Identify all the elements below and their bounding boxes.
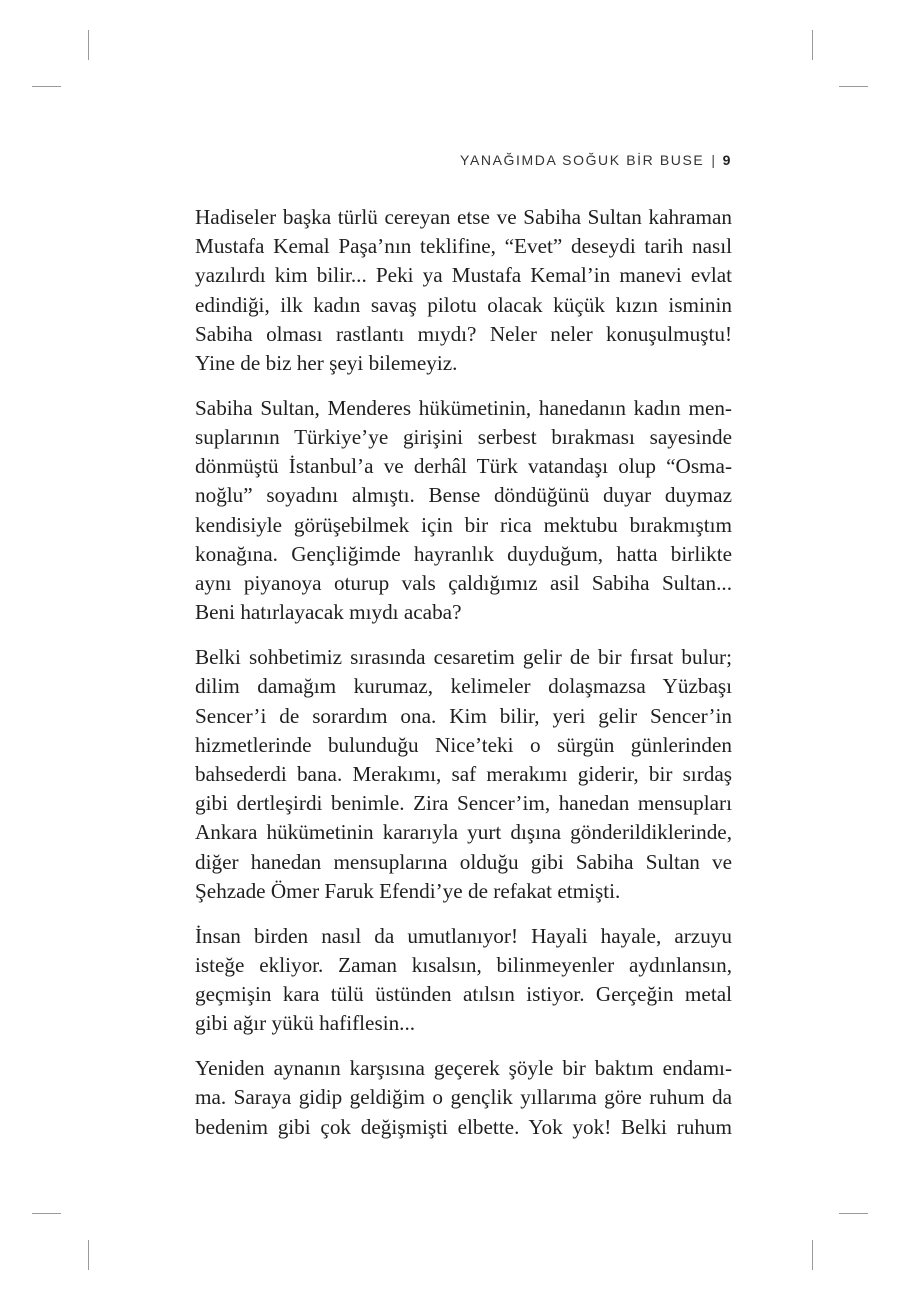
text-line: Ankara hükümetinin kararıyla yurt dışına gönderildiklerinde,: [195, 820, 732, 845]
crop-mark-bottom-left-vertical: [88, 1240, 89, 1270]
text-line: noğlu” soyadını almıştı. Bense döndüğünü duyar duymaz: [195, 483, 732, 508]
crop-mark-bottom-right-vertical: [812, 1240, 813, 1270]
text-line: ma. Saraya gidip geldiğim o gençlik yıllarıma göre ruhum da: [195, 1085, 732, 1110]
crop-mark-bottom-right-horizontal: [839, 1213, 868, 1214]
text-line: aynı piyanoya oturup vals çaldığımız asil Sabiha Sultan...: [195, 571, 732, 596]
crop-mark-top-right-horizontal: [839, 86, 868, 87]
text-line: dilim damağım kurumaz, kelimeler dolaşmazsa Yüzbaşı: [195, 674, 732, 699]
text-line: dönmüştü İstanbul’a ve derhâl Türk vatandaşı olup “Osma-: [195, 454, 732, 479]
crop-mark-top-left-vertical: [88, 30, 89, 60]
text-line: Yeniden aynanın karşısına geçerek şöyle bir baktım endamı-: [195, 1056, 732, 1081]
text-line: gibi dertleşirdi benimle. Zira Sencer’im, hanedan mensupları: [195, 791, 732, 816]
text-line: diğer hanedan mensuplarına olduğu gibi Sabiha Sultan ve: [195, 849, 732, 874]
running-header: [195, 152, 732, 168]
paragraph: [195, 643, 732, 906]
text-line: Hadiseler başka türlü cereyan etse ve Sabiha Sultan kahraman: [195, 205, 732, 229]
text-line: Sencer’i de sorardım ona. Kim bilir, yeri gelir Sencer’in: [195, 703, 732, 728]
paragraph: [195, 203, 732, 378]
crop-mark-top-left-horizontal: [32, 86, 61, 87]
text-line: Şehzade Ömer Faruk Efendi’ye de refakat etmişti.: [195, 878, 621, 903]
text-line: Belki sohbetimiz sırasında cesaretim gelir de bir fırsat bulur;: [195, 645, 732, 670]
paragraph: [195, 1054, 732, 1142]
text-line: bahsederdi bana. Merakımı, saf merakımı giderir, bir sırdaş: [195, 761, 732, 786]
text-line: Yine de biz her şeyi bilemeyiz.: [195, 350, 458, 375]
book-title: YANAĞIMDA SOĞUK BİR BUSE: [460, 152, 705, 168]
text-line: hizmetlerinde bulunduğu Nice’teki o sürgün günlerinden: [195, 732, 732, 757]
text-line: Sabiha Sultan, Menderes hükümetinin, hanedanın kadın men-: [195, 395, 732, 420]
text-line: konağına. Gençliğimde hayranlık duyduğum, hatta birlikte: [195, 541, 732, 566]
header-separator: |: [711, 152, 717, 168]
text-line: İnsan birden nasıl da umutlanıyor! Hayali hayale, arzuyu: [195, 923, 732, 948]
crop-mark-top-right-vertical: [812, 30, 813, 60]
paragraph: [195, 394, 732, 628]
crop-mark-bottom-left-horizontal: [32, 1213, 61, 1214]
text-line: bedenim gibi çok değişmişti elbette. Yok yok! Belki ruhum: [195, 1114, 732, 1139]
paragraph: [195, 922, 732, 1039]
text-line: yazılırdı kim bilir... Peki ya Mustafa Kemal’in manevi evlat: [195, 263, 732, 288]
text-line: Mustafa Kemal Paşa’nın teklifine, “Evet” deseydi tarih nasıl: [195, 234, 732, 259]
text-line: Beni hatırlayacak mıydı acaba?: [195, 600, 462, 625]
text-line: gibi ağır yükü hafiflesin...: [195, 1011, 416, 1036]
text-line: Sabiha olması rastlantı mıydı? Neler neler konuşulmuştu!: [195, 321, 732, 346]
text-line: suplarının Türkiye’ye girişini serbest bırakması sayesinde: [195, 425, 732, 450]
page-number: 9: [722, 152, 732, 168]
text-line: geçmişin kara tülü üstünden atılsın istiyor. Gerçeğin metal: [195, 982, 732, 1007]
text-line: kendisiyle görüşebilmek için bir rica mektubu bırakmıştım: [195, 512, 732, 537]
text-line: edindiği, ilk kadın savaş pilotu olacak küçük kızın isminin: [195, 292, 732, 317]
text-line: isteğe ekliyor. Zaman kısalsın, bilinmeyenler aydınlansın,: [195, 952, 732, 977]
body-text: [195, 203, 732, 1158]
